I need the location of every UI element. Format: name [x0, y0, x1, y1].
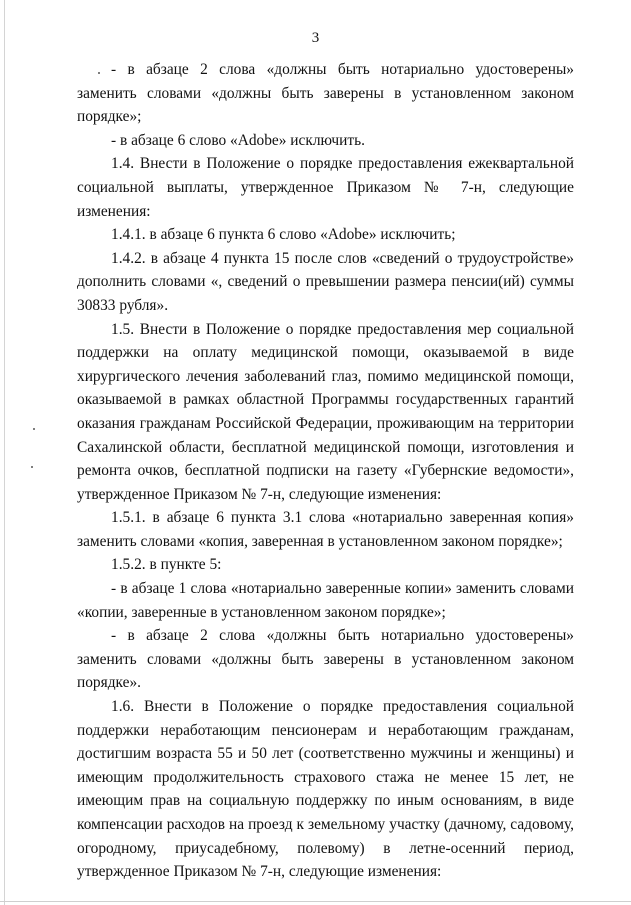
scan-speck — [33, 428, 35, 430]
paragraph: 1.4.2. в абзаце 4 пункта 15 после слов «сведений о трудоустройстве» дополнить словами «, сведений о превышении размера пенсии(ий) суммы 30833 рубля». — [77, 249, 574, 314]
paragraph: 1.6. Внести в Положение о порядке предоставления социальной поддержки неработающим пенсионерам и неработающим гражданам, достигшим возраста 55 и 50 лет (соответственно мужчины и женщины) и имеющим продолжительность страхового стажа не менее 15 лет, не имеющим прав на социальную поддержку по иным основаниям, в виде компенсации расходов на проезд к земельному участку (дачному, садовому, огородному, приусадебному, полевому) в летне-осенний период, утвержденное Приказом № 7-н, следующие изменения: — [77, 698, 574, 881]
paragraph: 1.4.1. в абзаце 6 пункта 6 слово «Adobe» исключить; — [111, 226, 456, 244]
paragraph: - в абзаце 2 слова «должны быть нотариально удостоверены» заменить словами «должны быть заверены в установленном законом порядке». — [77, 627, 574, 692]
paragraph: 1.5.2. в пункте 5: — [111, 556, 222, 574]
paragraph: - в абзаце 2 слова «должны быть нотариально удостоверены» заменить словами «должны быть заверены в установленном законом порядке»; — [77, 61, 574, 126]
scan-speck — [98, 72, 100, 74]
paragraph: - в абзаце 1 слова «нотариально заверенные копии» заменить словами «копии, заверенные в установленном законом порядке»; — [77, 580, 574, 621]
scan-bottom-edge — [0, 901, 631, 902]
paragraph: 1.5. Внести в Положение о порядке предоставления мер социальной поддержки на оплату медицинской помощи, оказываемой в виде хирургического лечения заболеваний глаз, помимо медицинской помощи, оказываемой в рамках областной Программы государственных гарантий оказания гражданам Российской Федерации, проживающим на территории Сахалинской области, бесплатной медицинской помощи, изготовления и ремонта очков, бесплатной подписки на газету «Губернские ведомости», утвержденное Приказом № 7-н, следующие изменения: — [77, 320, 574, 503]
scan-speck — [31, 466, 33, 468]
page-number: 3 — [311, 30, 320, 46]
paragraph: 1.4. Внести в Положение о порядке предоставления ежеквартальной социальной выплаты, утвержденное Приказом № 7-н, следующие изменения: — [77, 155, 574, 220]
scan-margin-line — [4, 0, 5, 905]
document-body — [77, 58, 574, 884]
paragraph: - в абзаце 6 слово «Adobe» исключить. — [111, 131, 366, 149]
paragraph: 1.5.1. в абзаце 6 пункта 3.1 слова «нотариально заверенная копия» заменить словами «копия, заверенная в установленном законом порядке»; — [77, 509, 574, 550]
